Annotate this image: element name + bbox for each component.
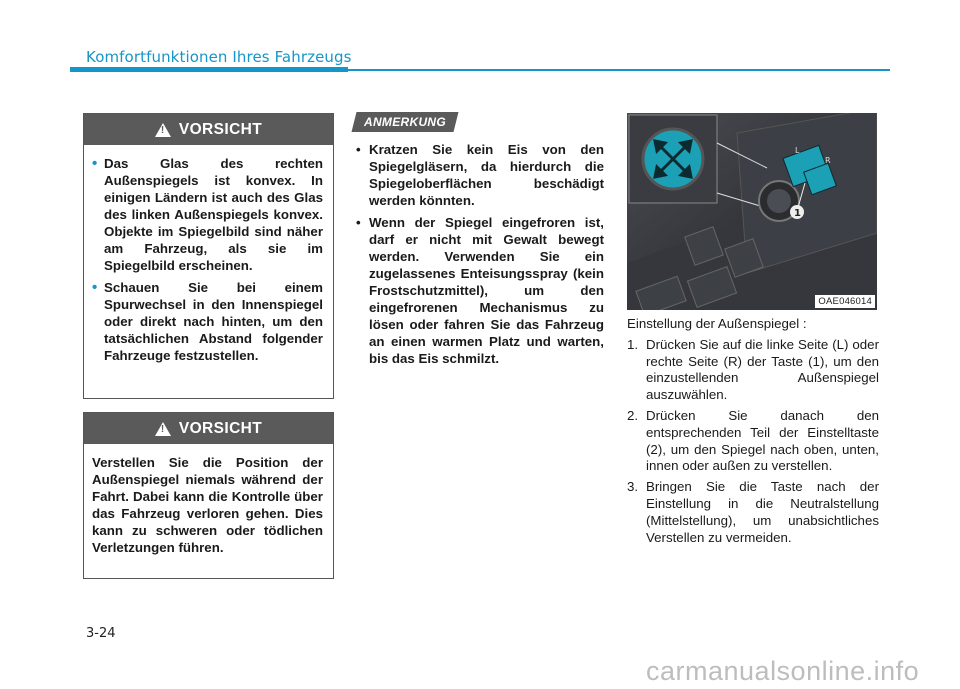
section-title: Komfortfunktionen Ihres Fahrzeugs — [86, 48, 352, 66]
step-item: 2. Drücken Sie danach den entsprechenden Teil der Einstelltaste (2), um den Spiegel nach oben, unten, innen oder außen zu verstellen. — [627, 407, 879, 474]
caution-text: Verstellen Sie die Position der Außenspiegel niemals während der Fahrt. Dabei kann die Kontrolle über das Fahrzeug verloren gehen. Dies kann zu schweren oder tödlichen Verletzungen führen. — [92, 455, 323, 555]
instructions — [627, 316, 879, 550]
list-item: • Kratzen Sie kein Eis von den Spiegelgläsern, da hierdurch die Spiegeloberflächen beschädigt werden könnten. — [356, 142, 604, 208]
caution-header — [84, 114, 333, 145]
caution-box-mirror-convex — [83, 113, 334, 399]
header-rule-thick — [70, 67, 348, 72]
note-list — [356, 141, 604, 372]
list-item: • Das Glas des rechten Außenspiegels ist konvex. In einigen Ländern ist auch des Glas des linken Außenspiegels konvex. Objekte im Spiegelbild sind näher am Fahrzeug, als sie im Spiegelbild erscheinen. — [92, 155, 323, 273]
warning-triangle-icon — [155, 422, 171, 436]
left-label: L — [795, 146, 800, 155]
caution-body — [84, 145, 333, 377]
callout-number: 1 — [794, 208, 801, 219]
figure-code: OAE046014 — [815, 295, 875, 308]
right-label: R — [825, 156, 831, 165]
caution-body — [84, 444, 333, 564]
caution-box-driving-adjust — [83, 412, 334, 579]
mirror-switch-photo — [627, 113, 877, 310]
instructions-intro: Einstellung der Außenspiegel : — [627, 316, 807, 331]
caution-list — [92, 155, 323, 364]
header-rule-thin — [348, 69, 890, 71]
page-number: 3-24 — [86, 626, 116, 641]
warning-triangle-icon — [155, 123, 171, 137]
steps-list — [627, 337, 879, 547]
watermark: carmanualsonline.info — [646, 656, 920, 686]
caution-title: VORSICHT — [178, 419, 263, 437]
note-badge: ANMERKUNG — [352, 112, 459, 132]
caution-header — [84, 413, 333, 444]
step-item: 3. Bringen Sie die Taste nach der Einstellung in die Neutralstellung (Mittelstellung), um unabsichtliches Verstellen zu vermeiden. — [627, 479, 879, 545]
list-item: • Wenn der Spiegel eingefroren ist, darf er nicht mit Gewalt bewegt werden. Verwenden Sie ein zugelassenes Enteisungsspray (kein Frostschutzmittel), um den eingefrorenen Mechanismus zu lösen oder fahren Sie das Fahrzeug an einen warmen Platz und warten, bis das Eis schmilzt. — [356, 215, 604, 366]
list-item: • Schauen Sie bei einem Spurwechsel in den Innenspiegel oder direkt nach hinten, um den tatsächlichen Abstand folgender Fahrzeuge festzustellen. — [92, 279, 323, 363]
step-item: 1. Drücken Sie auf die linke Seite (L) oder rechte Seite (R) der Taste (1), um den einzustellenden Außenspiegel auszuwählen. — [627, 336, 879, 403]
caution-title: VORSICHT — [178, 120, 263, 138]
